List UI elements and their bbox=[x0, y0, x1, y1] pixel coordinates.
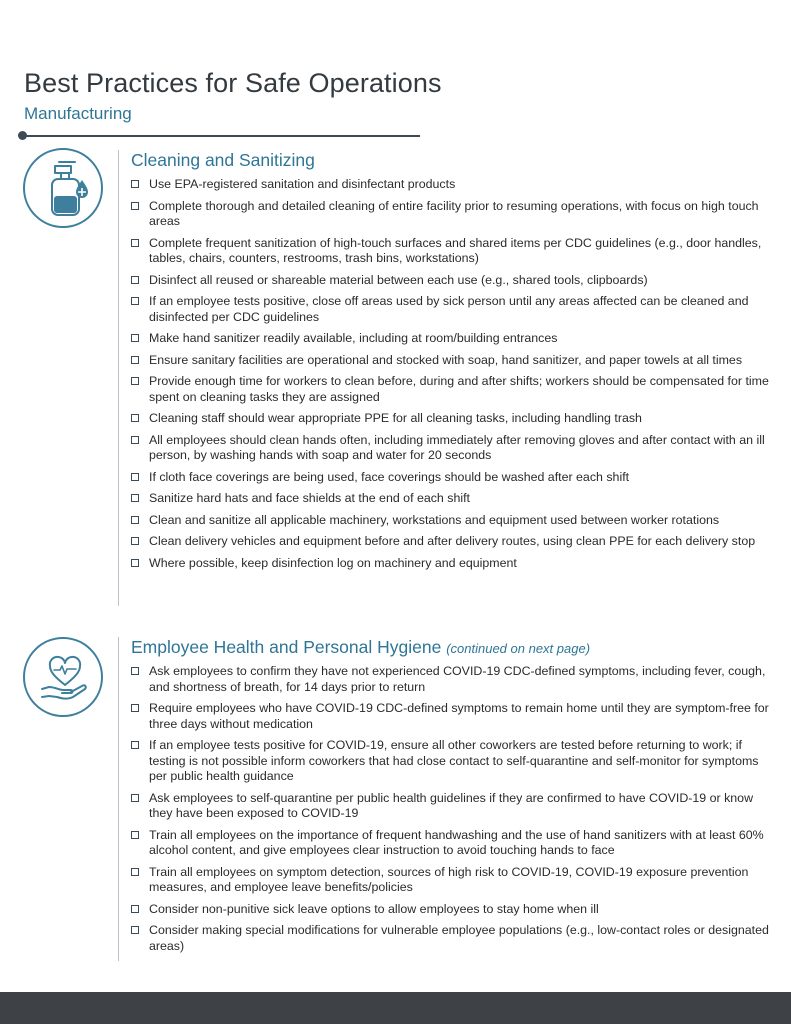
checklist-item: Complete thorough and detailed cleaning of entire facility prior to resuming operations, with focus on high touch areas bbox=[131, 199, 771, 230]
checkbox-icon bbox=[131, 704, 139, 712]
section-title-health: Employee Health and Personal Hygiene (continued on next page) bbox=[131, 637, 591, 657]
checkbox-icon bbox=[131, 414, 139, 422]
checkbox-icon bbox=[131, 436, 139, 444]
checklist-item: Make hand sanitizer readily available, including at room/building entrances bbox=[131, 331, 771, 347]
checklist-item: Train all employees on the importance of frequent handwashing and the use of hand sanitizers with at least 60% alcohol content, and give employees clear instruction to avoid touching hands to face bbox=[131, 828, 771, 859]
checklist-item: Sanitize hard hats and face shields at the end of each shift bbox=[131, 491, 771, 507]
checkbox-icon bbox=[131, 356, 139, 364]
checkbox-icon bbox=[131, 334, 139, 342]
checklist-item: Where possible, keep disinfection log on machinery and equipment bbox=[131, 556, 771, 572]
checklist-item: Train all employees on symptom detection, sources of high risk to COVID-19, COVID-19 exposure prevention measures, and employee leave benefits/policies bbox=[131, 865, 771, 896]
checklist-item: Consider non-punitive sick leave options to allow employees to stay home when ill bbox=[131, 902, 771, 918]
checklist-item: Ensure sanitary facilities are operational and stocked with soap, hand sanitizer, and paper towels at all times bbox=[131, 353, 771, 369]
checklist-item: Clean and sanitize all applicable machinery, workstations and equipment used between worker rotations bbox=[131, 513, 771, 529]
title-rule bbox=[24, 135, 420, 137]
health-checklist bbox=[131, 664, 771, 960]
checkbox-icon bbox=[131, 926, 139, 934]
checkbox-icon bbox=[131, 868, 139, 876]
checkbox-icon bbox=[131, 202, 139, 210]
checklist-item: If cloth face coverings are being used, face coverings should be washed after each shift bbox=[131, 470, 771, 486]
checkbox-icon bbox=[131, 473, 139, 481]
section-title-cleaning: Cleaning and Sanitizing bbox=[131, 150, 315, 170]
heart-in-hand-icon bbox=[23, 637, 103, 717]
checkbox-icon bbox=[131, 377, 139, 385]
checklist-item: Use EPA-registered sanitation and disinfectant products bbox=[131, 177, 771, 193]
checkbox-icon bbox=[131, 239, 139, 247]
checkbox-icon bbox=[131, 297, 139, 305]
page-title: Best Practices for Safe Operations bbox=[24, 68, 442, 98]
checklist-item: Disinfect all reused or shareable material between each use (e.g., shared tools, clipboards) bbox=[131, 273, 771, 289]
checkbox-icon bbox=[131, 905, 139, 913]
continued-note: (continued on next page) bbox=[446, 641, 591, 656]
checkbox-icon bbox=[131, 537, 139, 545]
section-divider-line bbox=[118, 150, 119, 606]
checkbox-icon bbox=[131, 741, 139, 749]
checkbox-icon bbox=[131, 559, 139, 567]
checklist-item: Clean delivery vehicles and equipment before and after delivery routes, using clean PPE for each delivery stop bbox=[131, 534, 771, 550]
checklist-item: Provide enough time for workers to clean before, during and after shifts; workers should be compensated for time spent on cleaning tasks they are assigned bbox=[131, 374, 771, 405]
checkbox-icon bbox=[131, 794, 139, 802]
checkbox-icon bbox=[131, 276, 139, 284]
checklist-item: If an employee tests positive, close off areas used by sick person until any areas affected can be cleaned and disinfected per CDC guidelines bbox=[131, 294, 771, 325]
checklist-item: All employees should clean hands often, including immediately after removing gloves and after contact with an ill person, by washing hands with soap and water for 20 seconds bbox=[131, 433, 771, 464]
checkbox-icon bbox=[131, 831, 139, 839]
checkbox-icon bbox=[131, 494, 139, 502]
section-divider-line bbox=[118, 637, 119, 961]
checklist-item: Complete frequent sanitization of high-touch surfaces and shared items per CDC guidelines (e.g., door handles, tables, chairs, counters, restrooms, trash bins, workstations) bbox=[131, 236, 771, 267]
checklist-item: If an employee tests positive for COVID-19, ensure all other coworkers are tested before returning to work; if testing is not possible inform coworkers that had close contact to self-quarantine and self-monitor for symptoms per public health guidance bbox=[131, 738, 771, 785]
checklist-item: Ask employees to confirm they have not experienced COVID-19 CDC-defined symptoms, including fever, cough, and shortness of breath, for 14 days prior to return bbox=[131, 664, 771, 695]
checklist-item: Consider making special modifications for vulnerable employee populations (e.g., low-contact roles or designated areas) bbox=[131, 923, 771, 954]
checkbox-icon bbox=[131, 667, 139, 675]
checkbox-icon bbox=[131, 516, 139, 524]
checklist-item: Require employees who have COVID-19 CDC-defined symptoms to remain home until they are symptom-free for three days without medication bbox=[131, 701, 771, 732]
cleaning-checklist bbox=[131, 177, 771, 577]
checkbox-icon bbox=[131, 180, 139, 188]
checklist-item: Ask employees to self-quarantine per public health guidelines if they are confirmed to have COVID-19 or know they have been exposed to COVID-19 bbox=[131, 791, 771, 822]
checklist-item: Cleaning staff should wear appropriate PPE for all cleaning tasks, including handling trash bbox=[131, 411, 771, 427]
footer-bar bbox=[0, 992, 791, 1024]
page-subtitle: Manufacturing bbox=[24, 104, 132, 123]
hand-sanitizer-icon bbox=[23, 148, 103, 228]
